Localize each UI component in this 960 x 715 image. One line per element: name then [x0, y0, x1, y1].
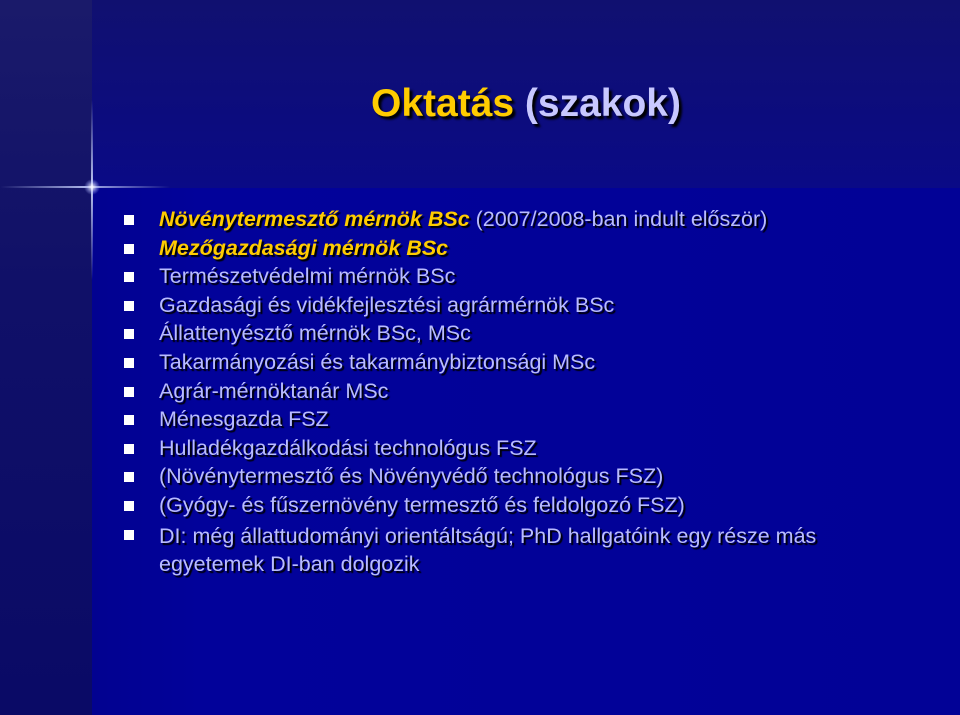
list-item-text: Agrár-mérnöktanár MSc [159, 378, 389, 403]
square-bullet-icon [124, 530, 134, 540]
square-bullet-icon [124, 301, 134, 311]
left-side-band [0, 0, 92, 715]
list-item-text: Gazdasági és vidékfejlesztési agrármérnök BSc [159, 292, 615, 317]
title-main: Oktatás [371, 82, 515, 125]
list-item [124, 462, 924, 491]
square-bullet-icon [124, 329, 134, 339]
list-item-text: Hulladékgazdálkodási technológus FSZ [159, 435, 537, 460]
square-bullet-icon [124, 415, 134, 425]
list-item-highlight: Mezőgazdasági mérnök BSc [159, 235, 449, 260]
title-subtitle: (szakok) [524, 82, 681, 125]
list-item [124, 377, 924, 406]
square-bullet-icon [124, 444, 134, 454]
list-item [124, 234, 924, 263]
list-item-text: DI: még állattudományi orientáltságú; PhD hallgatóink egy része más egyetemek DI-ban dolgozik [159, 523, 817, 577]
list-item [124, 319, 924, 348]
list-item [124, 262, 924, 291]
list-item-highlight: Növénytermesztő mérnök BSc [159, 207, 470, 231]
list-item [124, 205, 924, 234]
list-item-text: (2007/2008-ban indult először) [469, 207, 768, 231]
square-bullet-icon [124, 358, 134, 368]
square-bullet-icon [124, 215, 134, 225]
square-bullet-icon [124, 472, 134, 482]
list-item-text: Állattenyésztő mérnök BSc, MSc [159, 321, 471, 346]
program-list [124, 205, 924, 579]
list-item [124, 434, 924, 463]
square-bullet-icon [124, 244, 134, 254]
list-item [124, 291, 924, 320]
list-item-text: Takarmányozási és takarmánybiztonsági MSc [159, 349, 596, 374]
list-item-text: (Növénytermesztő és Növényvédő technológus FSZ) [159, 464, 664, 489]
list-item [124, 491, 924, 520]
list-item [124, 520, 924, 579]
square-bullet-icon [124, 387, 134, 397]
list-item [124, 348, 924, 377]
square-bullet-icon [124, 272, 134, 282]
list-item-text: Természetvédelmi mérnök BSc [159, 264, 456, 289]
list-item-text: (Gyógy- és fűszernövény termesztő és feldolgozó FSZ) [159, 492, 685, 517]
list-item [124, 405, 924, 434]
slide-title [92, 78, 960, 130]
square-bullet-icon [124, 501, 134, 511]
list-item-text: Ménesgazda FSZ [159, 407, 329, 432]
flare-star-icon [84, 179, 100, 195]
